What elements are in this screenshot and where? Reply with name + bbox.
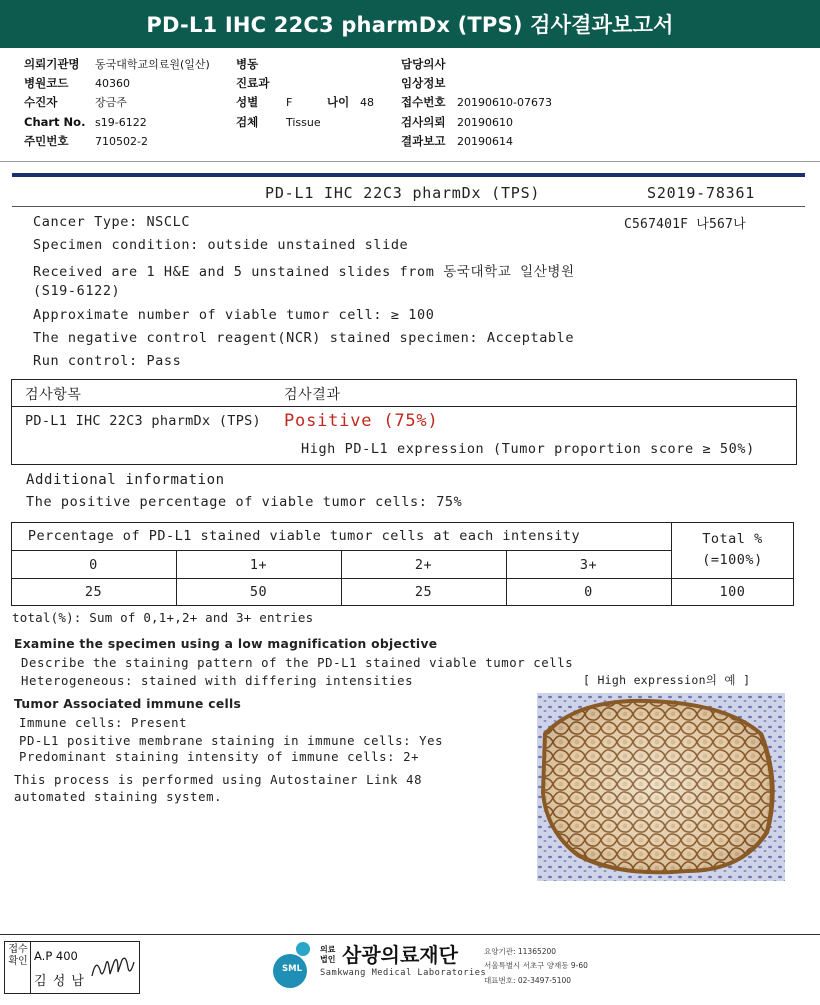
accession-value: 20190610-07673 [457, 96, 552, 110]
org-english-name: Samkwang Medical Laboratories [320, 968, 487, 978]
specimen-code: C567401F 나567나 [624, 217, 746, 232]
additional-title: Additional information [26, 472, 225, 488]
value-3plus: 0 [584, 584, 593, 600]
received-ref: (S19-6122) [33, 283, 121, 299]
received-slides: Received are 1 H&E and 5 unstained slides from 동국대학교 일산병원 [33, 264, 575, 280]
hospital-code-label: 병원코드 [24, 76, 69, 91]
col-2plus-label: 2+ [414, 557, 433, 573]
ihc-micrograph [537, 693, 785, 881]
org-phone: 대표번호: 02-3497-5100 [484, 976, 572, 985]
hospital-code-value: 40360 [95, 77, 130, 91]
viable-tumor-count: Approximate number of viable tumor cell: ≥ 100 [33, 307, 435, 323]
institution-label: 의뢰기관명 [24, 57, 80, 71]
clinical-label: 임상정보 [401, 76, 446, 91]
accession-label: 접수번호 [401, 95, 446, 110]
immune-line-2: PD-L1 positive membrane staining in immune cells: Yes [19, 734, 444, 748]
age-label: 나이 [327, 95, 350, 110]
sex-value: F [286, 96, 293, 110]
doctor-label: 담당의사 [401, 57, 446, 71]
receipt-side-label: 접수확인 [8, 944, 28, 967]
request-date: 20190610 [457, 115, 513, 129]
value-0: 25 [84, 584, 103, 600]
rrn-value: 710502-2 [95, 134, 148, 148]
ward-label: 병동 [236, 57, 259, 71]
col-1plus-label: 1+ [249, 557, 268, 573]
immune-title-text: Tumor Associated immune cells [14, 697, 242, 711]
report-label: 결과보고 [401, 133, 446, 148]
header-divider [0, 161, 820, 162]
patient-label: 수진자 [24, 95, 58, 110]
request-label: 검사의뢰 [401, 114, 446, 129]
sex-label: 성별 [236, 95, 259, 110]
examine-line-2: Heterogeneous: stained with differing intensities [21, 674, 414, 688]
process-line-1: This process is performed using Autostainer Link 48 [14, 773, 423, 787]
image-caption: [ High expression의 예 ] [583, 673, 751, 687]
immune-line-3: Predominant staining intensity of immune cells: 2+ [19, 750, 420, 764]
logo-small-2: 법인 [320, 955, 336, 964]
ap-number: A.P 400 [34, 949, 78, 963]
value-total: 100 [719, 584, 746, 600]
cancer-type: Cancer Type: NSCLC [33, 214, 191, 230]
result-box-divider [11, 406, 797, 407]
col-3plus-label: 3+ [579, 557, 598, 573]
total-header-2: (=100%) [702, 552, 763, 568]
rrn-label: 주민번호 [24, 133, 69, 148]
report-date: 20190614 [457, 134, 513, 148]
patient-value: 장금주 [95, 96, 127, 110]
report-title: PD-L1 IHC 22C3 pharmDx (TPS) 검사결과보고서 [0, 0, 820, 48]
institution-value: 동국대학교의료원(일산) [95, 58, 210, 71]
logo-small-text [320, 945, 335, 965]
col-0-label: 0 [89, 557, 98, 573]
org-address: 서울특별시 서초구 양재동 9-60 [484, 961, 588, 970]
org-name: 삼광의료재단 [342, 943, 458, 967]
signer-name: 김 성 남 [34, 974, 85, 989]
signature-scribble [88, 950, 136, 984]
logo-letters: SML [282, 964, 302, 974]
total-header-1: Total % [702, 531, 763, 547]
intensity-header: Percentage of PD-L1 stained viable tumor cells at each intensity [27, 528, 581, 544]
dept-label: 진료과 [236, 76, 270, 91]
negative-control: The negative control reagent(NCR) stained specimen: Acceptable [33, 330, 575, 346]
total-note: total(%): Sum of 0,1+,2+ and 3+ entries [12, 610, 314, 625]
signature-box-divider [30, 941, 31, 994]
result-col-item: 검사항목 [25, 387, 82, 403]
process-line-2: automated staining system. [14, 790, 223, 804]
value-2plus: 25 [414, 584, 433, 600]
examine-line-1: Describe the staining pattern of the PD-L1 stained viable tumor cells [21, 656, 574, 670]
blue-rule [12, 173, 805, 177]
value-1plus: 50 [249, 584, 268, 600]
footer-divider [0, 934, 820, 935]
age-value: 48 [360, 96, 374, 110]
specimen-label: 검체 [236, 114, 259, 129]
info-col-3 [401, 55, 552, 151]
specimen-condition: Specimen condition: outside unstained slide [33, 237, 409, 253]
examine-title: Examine the specimen using a low magnification objective [14, 637, 438, 651]
result-col-result: 검사결과 [284, 387, 341, 403]
immune-line-1: Immune cells: Present [19, 716, 188, 730]
title-underline [12, 206, 805, 207]
result-item: PD-L1 IHC 22C3 pharmDx (TPS) [25, 413, 261, 429]
info-col-2 [236, 55, 374, 132]
additional-text: The positive percentage of viable tumor cells: 75% [26, 494, 463, 510]
chart-no-value: s19-6122 [95, 115, 147, 129]
case-number: S2019-78361 [647, 184, 756, 202]
specimen-value: Tissue [286, 115, 321, 129]
agency-number: 요양기관: 11365200 [484, 947, 557, 956]
info-col-1 [24, 55, 210, 151]
run-control: Run control: Pass [33, 353, 182, 369]
result-interpretation: High PD-L1 expression (Tumor proportion score ≥ 50%) [301, 441, 755, 457]
result-value: Positive (75%) [284, 411, 439, 431]
immune-title [14, 697, 241, 711]
logo-small-1: 의료 [320, 945, 336, 954]
test-name-heading: PD-L1 IHC 22C3 pharmDx (TPS) [265, 184, 541, 202]
intensity-row-divider [11, 578, 794, 579]
ihc-example-image [537, 693, 785, 881]
chart-no-label: Chart No. [24, 114, 86, 129]
